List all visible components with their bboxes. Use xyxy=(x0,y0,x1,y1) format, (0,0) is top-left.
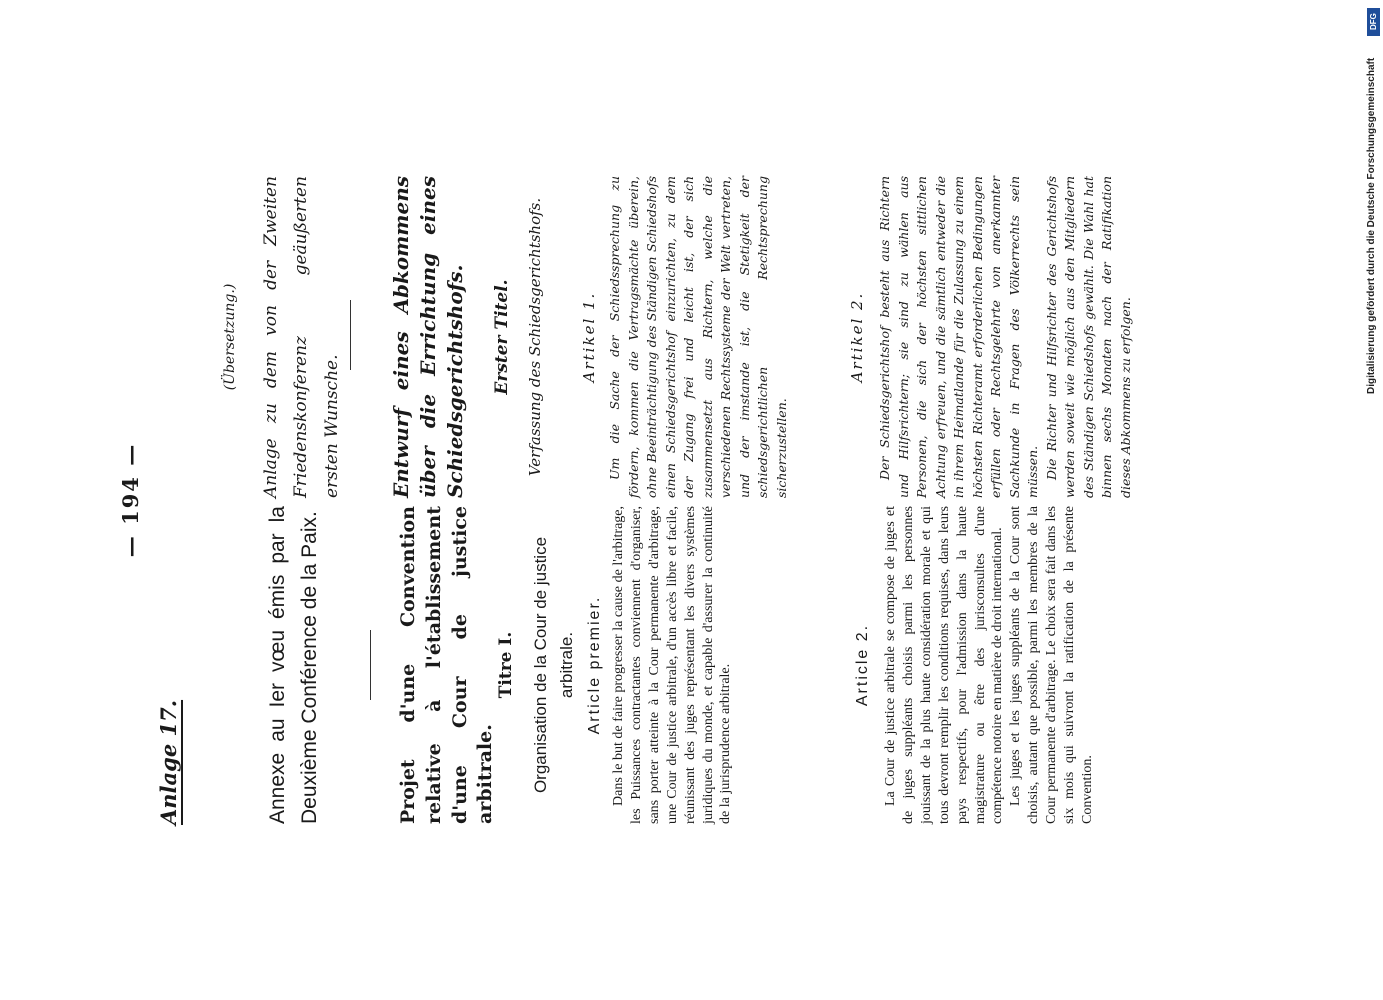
divider xyxy=(370,630,371,700)
dfg-credit: Digitalisierung gefördert durch die Deutsche Forschungsgemeinschaft xyxy=(1366,57,1377,394)
organisation-heading: Organisation de la Cour de justice arbitrale. xyxy=(531,536,576,794)
titre-heading: Titre I. xyxy=(496,631,516,699)
article1-heading: Article premier. xyxy=(586,595,603,735)
dfg-logo-icon: DFG xyxy=(1367,8,1380,36)
erster-titel-heading: Erster Titel. xyxy=(492,279,512,395)
divider-de xyxy=(350,300,351,370)
page-number: — 194 — xyxy=(118,442,143,558)
artikel1-heading: Artikel 1. xyxy=(580,291,598,383)
annexe-heading: Annexe au Ier vœu émis par la Deuxième Conférence de la Paix. xyxy=(266,506,321,824)
artikel2-para2: Die Richter und Hilfsrichter des Gerichtshofs werden soweit wie möglich aus den Mitgliedern des Ständigen Schiedshofs gewählt. Die Wahl hat binnen sechs Monaten nach der Ratifikation dieses Abkommens zu erfolgen. xyxy=(1043,176,1133,498)
uebersetzung-label: (Übersetzung.) xyxy=(222,283,238,391)
anlage-heading-de: Anlage zu dem von der Zweiten Friedenskonferenz geäußerten ersten Wunsche. xyxy=(261,176,342,498)
artikel1-text: Um die Sache der Schiedssprechung zu fördern, kommen die Vertragsmächte überein, ohne Beeinträchtigung des Ständigen Schiedshofs einen Schiedsgerichtshof einzurichten, zu dem der Zugang frei und leicht ist, der sich zusammensetzt aus Richtern, welche die verschiedenen Rechtssysteme der Welt vertreten, und der imstande ist, die Stetigkeit der schiedsgerichtlichen Rechtsprechung sicherzustellen. xyxy=(607,176,789,498)
artikel2-text xyxy=(876,176,1135,498)
artikel2-para1: Der Schiedsgerichtshof besteht aus Richtern und Hilfsrichtern; sie sind zu wählen aus Personen, die sich der höchsten sittlichen Achtung erfreuen, und die sämtlich entweder die in ihrem Heimatlande für die Zulassung zu einem höchsten Richteramt erforderlichen Bedingungen erfüllen oder Rechtsgelehrte von anerkannter Sachkunde in Fragen des Völkerrechts sein müssen. xyxy=(877,176,1040,498)
article2-para1: La Cour de justice arbitrale se compose de juges et de juges suppléants choisis parmi les personnes jouissant de la plus haute considération morale et qui tous devront remplir les conditions requises, dans leurs pays respectifs, pour l'admission dans la haute magistrature ou être des jurisconsultes d'une compétence notoire en matière de droit international. xyxy=(883,506,1006,824)
article2-para2: Les juges et les juges suppléants de la Cour sont choisis, autant que possible, parmi les membres de la Cour permanente d'arbitrage. Le choix sera fait dans les six mois qui suivront la ratification de la présente Convention. xyxy=(1008,506,1095,824)
projet-title: Projet d'une Convention relative à l'établissement d'une Cour de justice arbitrale. xyxy=(397,506,497,824)
artikel2-heading: Artikel 2. xyxy=(848,291,866,383)
verfassung-heading: Verfassung des Schiedsgerichtshofs. xyxy=(526,197,544,477)
article2-heading: Article 2. xyxy=(854,623,871,707)
article2-text xyxy=(882,506,1097,824)
entwurf-title: Entwurf eines Abkommens über die Errichtung eines Schiedsgerichtshofs. xyxy=(389,176,468,498)
article1-text: Dans le but de faire progresser la cause de l'arbitrage, les Puissances contractantes conviennent d'organiser, sans porter atteinte à la Cour permanente d'arbitrage, une Cour de justice arbitrale, d'un accès libre et facile, réunissant des juges représentant les divers systèmes juridiques du monde, et capable d'assurer la continuité de la jurisprudence arbitrale. xyxy=(611,506,734,824)
anlage-label: Anlage 17. xyxy=(156,699,181,825)
